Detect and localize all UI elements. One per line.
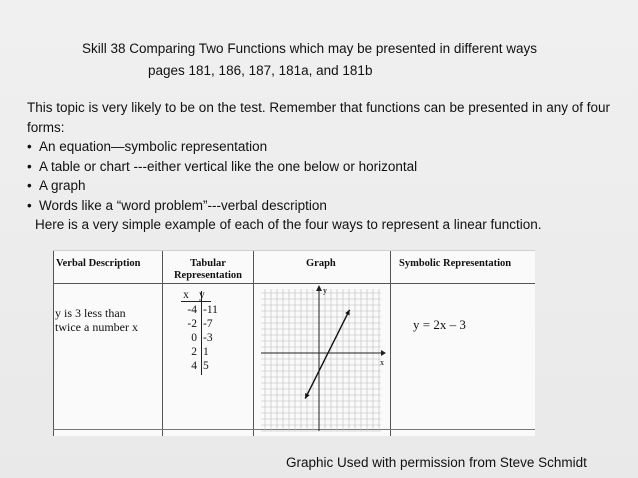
verbal-line: y is 3 less than [55,306,126,320]
function-graph [257,285,387,435]
table-border [53,251,54,436]
list-item: • Words like a “word problem”---verbal description [27,196,627,216]
y-value: 5 [203,360,209,372]
skill-title: Skill 38 Comparing Two Functions which may be presented in different ways [82,41,537,56]
x-value: -4 [187,304,197,316]
skill-pages: pages 181, 186, 187, 181a, and 181b [148,63,373,78]
four-representations-figure [53,250,535,436]
list-item: • A table or chart ---either vertical like the one below or horizontal [27,157,627,177]
x-value: 0 [191,332,197,344]
y-value: 1 [203,346,209,358]
credit-text: Graphic Used with permission from Steve Schmidt [286,455,587,470]
header-symbolic: Symbolic Representation [399,258,512,269]
x-axis-arrow [381,350,386,356]
y-axis-arrow [316,285,322,291]
column-divider [390,251,391,436]
closing-text: Here is a very simple example of each of the four ways to represent a linear function. [35,217,542,232]
header-verbal: Verbal Description [56,258,141,269]
header-tabular [166,258,250,282]
y-value: -7 [203,318,213,330]
x-header: x [183,289,189,301]
equation: y = 2x – 3 [413,317,466,332]
list-item: • An equation—symbolic representation [27,137,627,157]
intro-text: This topic is very likely to be on the test. Remember that functions can be presented in any of four forms: [27,100,611,135]
verbal-line: twice a number x [55,320,138,334]
y-header: y [199,289,205,301]
header-tabular-line1: Tabular [190,258,226,269]
x-value: 2 [191,346,197,358]
header-divider [53,283,535,284]
list-item: • A graph [27,176,627,196]
column-divider [162,251,163,436]
y-value: -11 [203,304,218,316]
y-value: -3 [203,332,213,344]
header-tabular-line2: Representation [173,270,243,281]
x-axis-label: x [380,358,384,367]
verbal-description [55,306,138,334]
x-value: 4 [191,360,197,372]
y-axis-label: y [323,286,327,295]
graph-grid [261,289,381,431]
x-value: -2 [187,318,197,330]
topic-body [27,98,627,235]
xy-table-divider [201,291,202,375]
forms-list [27,137,627,215]
header-graph: Graph [306,258,336,269]
column-divider [253,251,254,436]
